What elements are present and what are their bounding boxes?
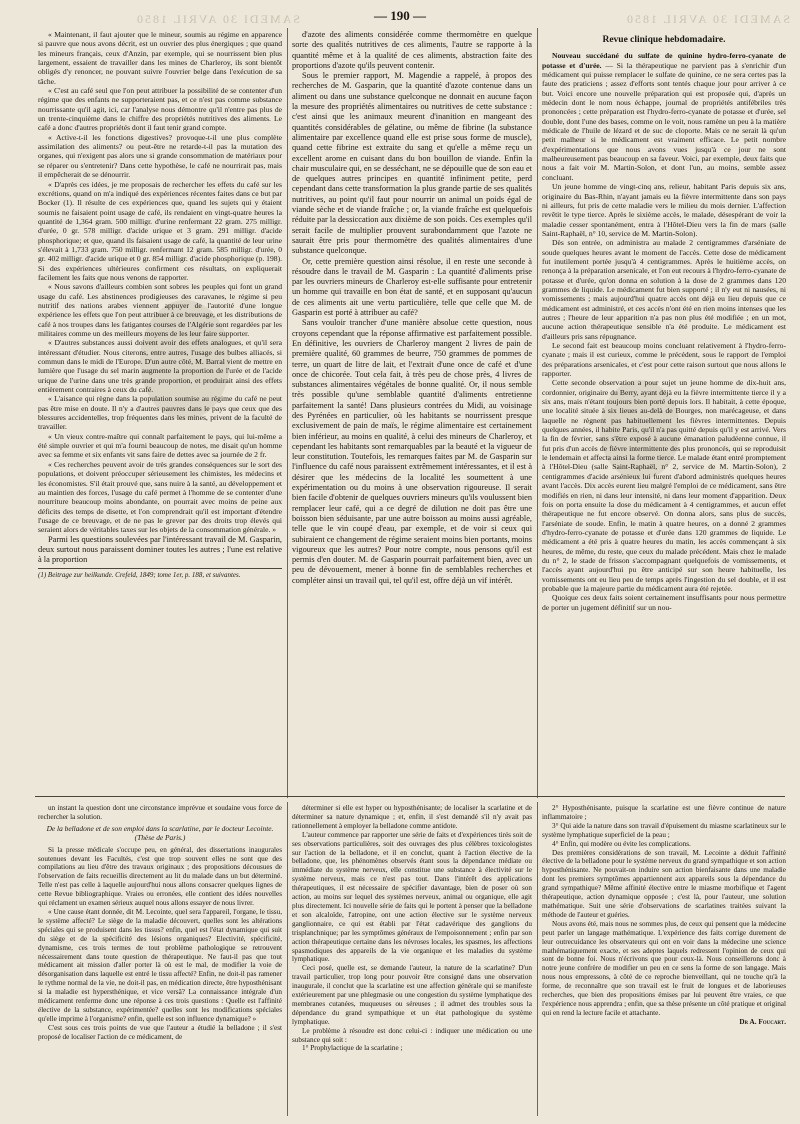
paragraph: « D'autres substances aussi doivent avoir des effets analogues, et qu'il sera intéressant d'étudier. Nous citerons, entre autres, l'usage des bulbes alliacés, si commun dans le midi de l'Europe. D'un autre côté, M. Barral vient de mettre en lumière que l'usage du sel marin augmente la proportion de l'urée et de l'acide urique de l'urine dans une très grande proportion, et produirait ainsi des effets entièrement contraires à ceux du café. — [38, 338, 282, 395]
paragraph: Sans vouloir trancher d'une manière absolue cette question, nous croyons cependant que la réponse affirmative est parfaitement possible. En définitive, les ouvriers de Charleroy mangent 2 livres de pain de première qualité, 60 grammes de beurre, 750 grammes de pommes de terre, un quart de litre de lait, et l'extrait d'une once de café et d'une once de chicorée. Tout cela fait, à très peu de chose près, 4 livres de substances alimentaires végétales de bonne qualité. Or, il nous semble très possible qu'une semblable quantité d'aliments entretienne parfaitement la santé! Dans plusieurs contrées du Midi, au voisinage des Pyrénées en particulier, où les habitants se nourrissent presque exclusivement de pain de maïs, le régime alimentaire est certainement bien inférieur, au moins en qualité, à celui des mineurs de Charleroy, et cependant les habitants sont remarquables par la beauté et la vigueur de leur constitution. Toutefois, les remarques faites par M. de Gasparin sur l'influence du café nous paraissent extrêmement intéressantes, et il est à désirer que les médecins de la localité les soumettent à une expérimentation ou du moins à une observation rigoureuse. Il serait bien facile d'obtenir de quelques ouvriers mineurs qu'ils voulussent bien remplacer leur café, qui a ce degré de dilution ne doit pas être une boisson bien séduisante, par une autre boisson au moins aussi agréable, telle que le vin coupé d'eau, par exemple, et de voir si ceux qui subiraient ce changement de régime seraient moins bien portants, moins vigoureux que les autres? Pour notre compte, nous pensons qu'il est permis d'en douter. M. de Gasparin pourrait parfaitement bien, avec un peu de dévouement, mener à bonne fin de semblables recherches et compléter ainsi un travail qui, tel qu'il est, offre déjà un vif intérêt. — [292, 318, 532, 585]
footnote: (1) Beitrage zur heilkunde. Crefeld, 1849; tome 1er, p. 188, et suivantes. — [38, 568, 282, 580]
paragraph: Un jeune homme de vingt-cinq ans, relieur, habitant Paris depuis six ans, originaire du Bas-Rhin, n'ayant jamais eu la fièvre intermittente dans son pays ni ailleurs, fut pris de cette maladie vers le milieu du mois dernier. L'affection revêtit le type tierce. Après le sixième accès, le malade, désespérant de voir la maladie cesser spontanément, entra à l'Hôtel-Dieu vers la fin de mars (salle Saint-Raphaël, n° 10, service de M. Martin-Solon). — [542, 182, 786, 238]
paragraph: 2° Hyposthénisante, puisque la scarlatine est une fièvre continue de nature inflammatoire ; — [542, 804, 786, 821]
article-column-3 — [542, 34, 786, 794]
page-number: — 190 — — [374, 8, 426, 23]
paragraph: « Ces recherches peuvent avoir de très grandes conséquences sur le sort des populations, et doivent préoccuper sérieusement les chimistes, les médecins et les économistes. S'il était prouvé que, sans nuire à la santé, au développement et au maintien des forces, l'usage du café permet à l'homme de se contenter d'une nourriture beaucoup moins abondante, on pourrait avec moins de peine aux déficits des temps de disette, et l'on comprendrait qu'il est important d'étendre l'usage de ce breuvage, et de ne pas le grever par des droits trop élevés qui seraient alors de véritables taxes sur les objets de la consommation générale. » — [38, 459, 282, 535]
paragraph: Dès son entrée, on administra au malade 2 centigrammes d'arséniate de soude quelques heures avant le moment de l'accès. Cette dose de médicament fut inutilement portée jusqu'à 4 centigrammes. Après le huitième accès, on renonça à la préparation arsenicale, et l'on eut recours à l'hydro-ferro-cyanate de potasse et d'urée, qu'on donna en solution à la dose de 2 grammes dans 120 grammes de liquide. Le médicament fut bien supporté ; il n'y eut ni nausées, ni vomissements ; mais aujourd'hui quatre accès ont déjà eu lieu depuis que ce médicament est administré, et ces accès n'ont été en rien moins intenses que les autres ; l'heure de leur apparition n'a pas non plus été modifiée ; en un mot, aucune action thérapeutique sensible n'a été produite. Le médicament est d'ailleurs pris sans répugnance. — [542, 238, 786, 341]
section-rule — [35, 796, 785, 797]
paragraph: Le second fait est beaucoup moins concluant relativement à l'hydro-ferro-cyanate ; mais il est curieux, comme le précédent, sous le rapport de l'emploi des préparations arsenicales, et c'est pour cette raison surtout que nous allons le rapporter. — [542, 341, 786, 379]
section-title: Revue clinique hebdomadaire. — [602, 35, 726, 45]
article-column-1 — [38, 30, 282, 794]
paragraph: « Maintenant, il faut ajouter que le mineur, soumis au régime en apparence si pauvre que nous avons décrit, est un ouvrier des plus énergiques ; que quand les mineurs français, ceux d'Anzin, par exemple, qui se nourrissent bien plus largement, essaient de travailler dans les mines de Charleroy, ils sont bientôt obligés d'y renoncer, ne pouvant suivre l'ouvrier belge dans l'exécution de sa tâche. — [38, 30, 282, 86]
column-rule — [537, 802, 538, 1116]
article-column-2 — [292, 30, 532, 794]
signature: Dr A. Foucart. — [739, 1017, 786, 1026]
subhead: Nouveau succédané du sulfate de quinine hydro-ferro-cyanate de potasse et d'urée. — [542, 51, 786, 70]
paragraph — [542, 51, 786, 182]
column-rule — [287, 802, 288, 1116]
paragraph: Ceci posé, quelle est, se demande l'auteur, la nature de la scarlatine? D'un travail particulier, trop long pour pouvoir être consigné dans une observation inaugurale, il conclut que la scarlatine est une affection générale qui se manifeste extérieurement par une phlegmasie ou une congestion du système lymphatique des membranes cutanées, muqueuses ou séreuses ; il admet des troubles sous la dépendance du grand sympathique et un état pathologique du système lymphatique. — [292, 964, 532, 1026]
column-rule — [537, 28, 538, 798]
paragraph: C'est sous ces trois points de vue que l'auteur a étudié la belladone ; il s'est proposé de localiser l'action de ce médicament, de — [38, 1023, 282, 1041]
paragraph: Si la presse médicale s'occupe peu, en général, des dissertations inaugurales soutenues devant les Facultés, c'est que trop souvent elles ne sont que des compilations au lieu d'être des travaux originaux ; des propositions décousues de l'observation de faits recueillis directement au lit du malade dans un but déterminé. Telle n'est pas celle à laquelle aujourd'hui nous allons consacrer quelques lignes de cette Revue bibliographique. Vraies ou erronées, elle contient des idées nouvelles qui réclament un examen sérieux auquel nous allons essayer de nous livrer. — [38, 845, 282, 908]
review-column-2 — [292, 804, 532, 1116]
paragraph: « L'aisance qui règne dans la population soumise au régime du café ne peut pas être mise en doute. Il n'y a d'autres pauvres dans le pays que ceux que des blessures accidentelles, trop fréquentes dans les mines, privent de la faculté de travailler. — [38, 394, 282, 432]
paragraph: Sous le premier rapport, M. Magendie a rappelé, à propos des recherches de M. Gasparin, que la quantité d'azote contenue dans un aliment ou dans une substance quelconque ne donnait en aucune façon la mesure des propriétés alimentaires ou nutritives de cette substance : c'est ainsi que les animaux meurent d'inanition en mangeant des quantités considérables de gélatine, ou même de fibrine (la substance alimentaire par excellence quand elle est prise sous forme de muscle), quand cette fibrine est extraite du sang et qu'elle a même reçu un excellent arome en cuisant dans du bon bouillon de viande. Enfin la chair musculaire qui, en se desséchant, ne se dépouille que de son eau et de quelques autres principes en quantité infiniment petite, perd cependant dans cette transformation la plus grande partie de ses qualités nutritives, au point qu'il faut pour nourrir un animal un poids égal de viande sèche et de viande fraîche ; or, la viande fraîche est quelquefois réduite par la dessiccation aux dixième de son poids. Ces exemples qu'il serait facile de multiplier prouvent surabondamment que l'azote ne saurait être pris pour thermomètre des qualités alimentaires d'une substance quelconque. — [292, 71, 532, 256]
paragraph: 4° Enfin, qui modère ou évite les complications. — [552, 839, 691, 848]
bleed-through-text: SAMEDI 30 AVRIL 1850 — [134, 12, 300, 26]
paragraph: « D'après ces idées, je me proposais de rechercher les effets du café sur les excrétions, quand on m'a indiqué des expériences récentes faites dans ce but par Bocker (1). Il résulte de ces expériences que, quand les sujets qui y étaient soumis ne faisaient point usage de café, ils rendaient en vingt-quatre heures la quantité de 1,364 gram. 500 milligr. d'urine renfermant 22 gram. 275 milligr. d'urée, 0 gr. 578 milligr. d'acide urique et 3 gram. 291 milligr. d'acide phosphorique; et que, quand ils faisaient usage de café, la quantité de leur urine s'élevait à 1,733 gram. 750 milligr. renfermant 12 gram. 585 milligr. d'urée, 0 gr. 402 milligr. d'acide urique et 0 gr. 854 milligr. d'acide phosphorique (p. 198). Si des expériences ultérieures confirment ces résultats, on expliquerait facilement les faits que nous venons de rapporter. — [38, 179, 282, 282]
paragraph: Des premières considérations de son travail, M. Lecointe a déduit l'affinité élective de la belladone pour le système nerveux du grand sympathique et son action hyposthénisante. Ne pouvait-on induire son action bienfaisante dans une maladie dont les premiers symptômes appartiennent aux appareils sous la dépendance du grand sympathique? Même affinité élective entre le miasme morbifique et l'agent thérapeutique, action dynamique opposée ; c'est là, pour l'auteur, une solution mathématique. Suit une série d'observations de scarlatines traitées suivant la méthode de l'auteur et guéries. — [542, 848, 786, 919]
paragraph: « Une cause étant donnée, dit M. Lecointe, quel sera l'appareil, l'organe, le tissu, le système affecté? Le siège de la maladie découvert, quelles sont les altérations spéciales qui se produisent dans les tissus? enfin, quel est l'état dynamique qui suit du siège et de la spécificité des lésions organiques? Electivité, spécificité, dynamisme, ces trois termes de tout problème pathologique se retrouvent nécessairement dans toute question de thérapeutique. Ne faut-il pas que tout médicament ait mission d'aller porter là où est le mal, de modifier la voie de désorganisation dans laquelle est entré le tissu affecté? Enfin, ne doit-il pas ramener le rythme normal de la vie, ne doit-il pas, en médication directe, être hyposthénisant si la maladie est hypersthénique, et vice versâ? La connaissance intégrale d'un médicament renferme donc une réponse à ces trois questions : Quelle est l'affinité élective de la substance, expérimentée? quelles sont les modifications spéciales qu'elle imprime à l'organisme? enfin, quelle est son influence dynamique? » — [38, 907, 282, 1023]
paragraph: Le problème à résoudre est donc celui-ci : indiquer une médication ou une substance qui soit : — [292, 1026, 532, 1044]
paragraph: L'auteur commence par rapporter une série de faits et d'expériences tirés soit de ses observations particulières, soit des ouvrages des plus célèbres toxicologistes sur l'action de la belladone, et il en conclut, quant à l'action élective de la belladone, que, les phénomènes observés étant sous la dépendance médiate ou immédiate du système nerveux, elle constitue une substance à électivité sur le système nerveux, mais ce n'est pas tout. Dans l'intérêt des applications thérapeutiques, il est nécessaire de spécifier davantage, bien de poser où son action, au moins sur lequel des systèmes nerveux, animal ou organique, elle agit plus directement. Ici nouvelle série de faits qui le portent à penser que la belladone et son alcaloïde, l'atropine, ont une action élective sur le système nerveux ganglionnaire, ce qui est établi par l'état cadavérique des ganglions du trisplanchnique; par les symptômes généraux de l'empoisonnement ; enfin par son action thérapeutique certaine dans les névroses locales, les spasmes, les affections spasmodiques des appareils de la vie organique et les maladies du système lymphatique. — [292, 830, 532, 964]
paragraph: Parmi les questions soulevées par l'intéressant travail de M. Gasparin, deux surtout nous paraissent dominer toutes les autres ; l'une est relative à la proportion — [38, 534, 282, 564]
paragraph: d'azote des aliments considérée comme thermomètre en quelque sorte des qualités nutritives de ces aliments, l'autre se rapporte à la quantité même et à la qualité de ces aliments, abstraction faite des proportions d'azote qu'ils peuvent contenir. — [292, 30, 532, 70]
paragraph: 3° Qui aide la nature dans son travail d'épuisement du miasme scarlatineux sur le système lymphatique superficiel de la peau ; — [542, 821, 786, 839]
bleed-through-text: SAMEDI 30 AVRIL 1850 — [624, 12, 790, 26]
paragraph: Nous avons été, mais nous ne sommes plus, de ceux qui pensent que la médecine peut parler un langage mathématique. L'expérience des faits corrige durement de leur outrecuidance les observateurs qui ont en voir dans la médecine une science mathématiquement exacte, et ses adeptes laquels redressent l'opinion de ceux qui sont de bonne foi. Nous n'écrivons que pour ceux-là. Nous conseillerons donc à notre jeune confrère de modifier un peu en ce sens la forme de son langage. Mais nous nous empressons, à côté de ce reproche bienveillant, qui ne touche qu'à la forme, de reconnaître que son travail est le fruit de longues et de laborieuses recherches, que bien des propositions émises par lui peuvent être vraies, ce que l'expérience nous apprendra ; enfin, que sa thèse présente un côté pratique et original qui en rend la lecture facile et attachante. — [542, 919, 786, 1017]
book-title: De la belladone et de son emploi dans la scarlatine, par le docteur Lecointe. (Thèse de Paris.) — [46, 823, 274, 842]
paragraph: Cette seconde observation a pour sujet un jeune homme de dix-huit ans, cordonnier, originaire du Berry, ayant déjà eu la fièvre intermittente tierce il y a six ans, mais n'étant toujours bien porté depuis lors. Il habitait, à cette époque, une localité située à six lieues au-delà de Bourges, non marécageuse, et dans laquelle ne règnent pas habituellement les fièvres intermittentes. Depuis quelques années, il habite Paris, qu'il n'a pas quitté depuis qu'il y est arrivé. Vers la fin de février, sans s'être exposé à aucune émanation paludéenne connue, il fut pris d'un accès de fièvre intermittente des plus prononcés, qui se reproduisit le lendemain et affecta ainsi la forme tierce. Le malade étant entré promptement à l'Hôtel-Dieu (salle Saint-Raphaël, n° 2, service de M. Martin-Solon), 2 centigrammes d'acide arsénieux lui furent d'abord administrés quelques heures avant l'accès. Dix accès eurent lieu malgré l'emploi de ce médicament, sans être modifiés en rien, ni dans leur intensité, ni dans leur moment d'apparition. Deux fois on porta ensuite la dose du médicament à 4 centigrammes, et aucun effet thérapeutique ne fut encore observé. On donna alors, sans plus de succès, l'arséniate de soude. Enfin, le matin à quatre heures, on a donné 2 grammes d'hydro-ferro-cyanate de potasse et d'urée dans 120 grammes de liquide. Le médicament a été pris à quatre heures du matin, les accès commençant à six heures, de même, du reste, que ceux du malade précédent. Mais chez le malade du n° 2, le stade de frisson s'accompagnant quelquefois de vomissements, et l'accès ayant aujourd'hui pu être anticipé sur son heure habituelle, les vomissements ont eu lieu peu de temps après l'ingestion du sel double, et il est probable que la majeure partie du médicament aura été rejetée. — [542, 378, 786, 593]
paragraph: 1° Prophylactique de la scarlatine ; — [302, 1044, 403, 1053]
review-column-1 — [38, 804, 282, 1116]
column-rule — [287, 28, 288, 798]
paragraph: « C'est au café seul que l'on peut attribuer la possibilité de se contenter d'un régime que des enfants ne supporteraient pas, et ce n'est pas comme substance nourrissante qu'il agit, ici, car l'analyse nous démontre qu'il n'entre pas plus de un trente-cinquième dans le chiffre des propriétés nutritives des aliments. Le café a donc d'autres propriétés dont il faut tenir grand compte. — [38, 86, 282, 133]
paragraph: déterminer si elle est hyper ou hyposthénisante; de localiser la scarlatine et de déterminer sa nature dynamique ; et, enfin, il s'est demandé s'il n'y avait pas rationnellement à employer la belladone comme antidote. — [292, 804, 532, 830]
paragraph: Or, cette première question ainsi résolue, il en reste une seconde à résoudre dans le travail de M. Gasparin : La quantité d'aliments prise par les ouvriers mineurs de Charleroy est-elle suffisante pour entretenir un homme qui travaille en bon état de santé, et en supposant qu'aucun de ces aliments ait une vertu particulière, telle que celle que M. de Gasparin est porté à attribuer au café? — [292, 256, 532, 318]
paragraph: un instant la question dont une circonstance imprévue et soudaine vous force de rechercher la solution. — [38, 804, 282, 821]
paragraph: Quoique ces deux faits soient certainement insuffisants pour nous permettre de porter un jugement définitif sur un nou- — [542, 593, 786, 612]
paragraph: « Active-t-il les fonctions digestives? provoque-t-il une plus complète assimilation des aliments? ou peut-être ne retarde-t-il pas la mutation des organes, qui n'exigent pas alors une si grande consommation de matériaux pour se réparer ou s'entretenir? Dans cette hypothèse, le café ne nourrirait pas, mais il empêcherait de se dénourrir. — [38, 132, 282, 180]
paragraph-text: — Si la thérapeutique ne parvient pas à s'enrichir d'un médicament qui puisse remplacer le sulfate de quinine, ce ne sera certes pas la faute des praticiens ; assez d'efforts sont tentés chaque jour pour arriver à ce but. Voici encore une nouvelle préparation qui est proposée qui, d'après un médecin dont le nom nous échappe, journal de propriétés antifébriles très prononcées ; cette préparation est l'hydro-ferro-cyanate de potasse et d'urée, sel double, dont l'une des bases, comme on le voit, nous ramène un peu à la matière médicale de l'huile de lézard et de suc de cloporte. Mais ce ne serait là qu'un petit malheur si le médicament est vraiment efficace. Le petit nombre d'expérimentations que nous avons vues jusqu'à ce jour ne sont malheureusement pas beaucoup en sa faveur. Voici, par exemple, deux faits que nous a fait voir M. Martin-Solon, et dont l'un, au moins, semble assez concluant. — [542, 60, 786, 182]
paragraph: « Un vieux contre-maître qui connaît parfaitement le pays, qui lui-même a été simple ouvrier et qui m'a fourni beaucoup de notes, me disait qu'un homme avec sa femme et six enfants vit sans faire de dettes avec sa journée de 2 fr. — [38, 431, 282, 460]
review-column-3 — [542, 804, 786, 1116]
paragraph: « Nous savons d'ailleurs combien sont sobres les peuples qui font un grand usage du café. Les abstinences prodigieuses des caravanes, le régime si peu nutritif des nations arabes viennent appuyer de l'autorité d'une longue expérience les effets que l'on peut attribuer à ce breuvage, et les distributions de café à nos troupes dans les fatigantes courses de l'Algérie sont regardées par les militaires comme un des meilleurs moyens de les leur faire supporter. — [38, 282, 282, 338]
